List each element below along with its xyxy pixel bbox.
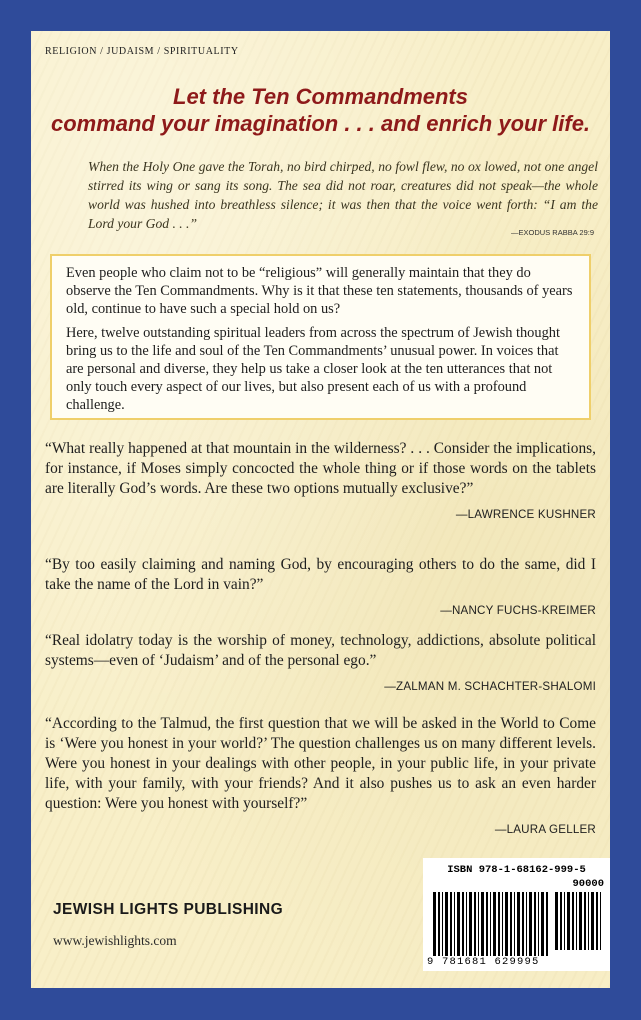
barcode-box [423, 858, 610, 971]
ean-barcode-image [433, 892, 551, 956]
intro-paragraph-1: Even people who claim not to be “religious” will generally maintain that they do observe the Ten Commandments. Why is it that these ten statements, thousands of years old, continue to have such a special hold on us? [66, 265, 573, 317]
quote-text: “According to the Talmud, the first question that we will be asked in the World to Come is ‘Were you honest in your world?’ The question challenges us on many different levels. Were you honest in your dealings with other people, in your public life, in your private life, with your family, with your friends? And it also pushes us to ask an even harder question: Were you honest with yourself?” [45, 715, 596, 812]
quote-text: “Real idolatry today is the worship of money, technology, addictions, absolute political systems—even of ‘Judaism’ and of the personal ego.” [45, 632, 596, 669]
quote-kushner [45, 439, 596, 525]
quote-author: —ZALMAN M. SCHACHTER-SHALOMI [384, 680, 596, 693]
quote-author: —LAURA GELLER [494, 823, 596, 836]
quote-text: “By too easily claiming and naming God, by encouraging others to do the same, did I take the name of the Lord in vain?” [45, 556, 596, 593]
publisher-name: JEWISH LIGHTS PUBLISHING [53, 901, 284, 918]
quote-geller [45, 714, 596, 840]
quote-author: —NANCY FUCHS-KREIMER [440, 604, 596, 617]
headline-line-2: command your imagination . . . and enrich your life. [50, 111, 591, 136]
epigraph-source: —EXODUS RABBA 29:9 [511, 228, 594, 237]
quote-fuchs-kreimer [45, 555, 596, 621]
isbn-label: ISBN 978-1-68162-999-5 [447, 864, 586, 876]
category-label: RELIGION / JUDAISM / SPIRITUALITY [45, 46, 239, 57]
headline-line-1: Let the Ten Commandments [173, 84, 468, 109]
back-cover [31, 31, 610, 988]
quote-author: —LAWRENCE KUSHNER [455, 508, 596, 521]
ean-digits: 9 781681 629995 [427, 956, 540, 968]
intro-box [50, 254, 591, 420]
addon-barcode-image [555, 892, 603, 950]
intro-paragraph-2: Here, twelve outstanding spiritual leaders from across the spectrum of Jewish thought bring us to the life and soul of the Ten Commandments’ unusual power. In voices that are personal and diverse, they help us take a closer look at the ten utterances that not only touch every aspect of our lives, but also present each of us with a profound challenge. [66, 325, 560, 413]
quote-schachter-shalomi [45, 631, 596, 697]
epigraph-text: When the Holy One gave the Torah, no bird chirped, no fowl flew, no ox lowed, not one angel stirred its wing or sang its song. The sea did not roar, creatures did not speak—the whole world was hushed into breathless silence; it was then that the voice went forth: “I am the Lord your God . . .” [88, 159, 598, 231]
price-code: 90000 [572, 878, 604, 890]
publisher-website: www.jewishlights.com [53, 933, 177, 948]
headline [31, 83, 610, 137]
quote-text: “What really happened at that mountain in the wilderness? . . . Consider the implications, for instance, if Moses simply concocted the whole thing or if those words on the tablets are literally God’s words. Are these two options mutually exclusive?” [45, 440, 596, 497]
